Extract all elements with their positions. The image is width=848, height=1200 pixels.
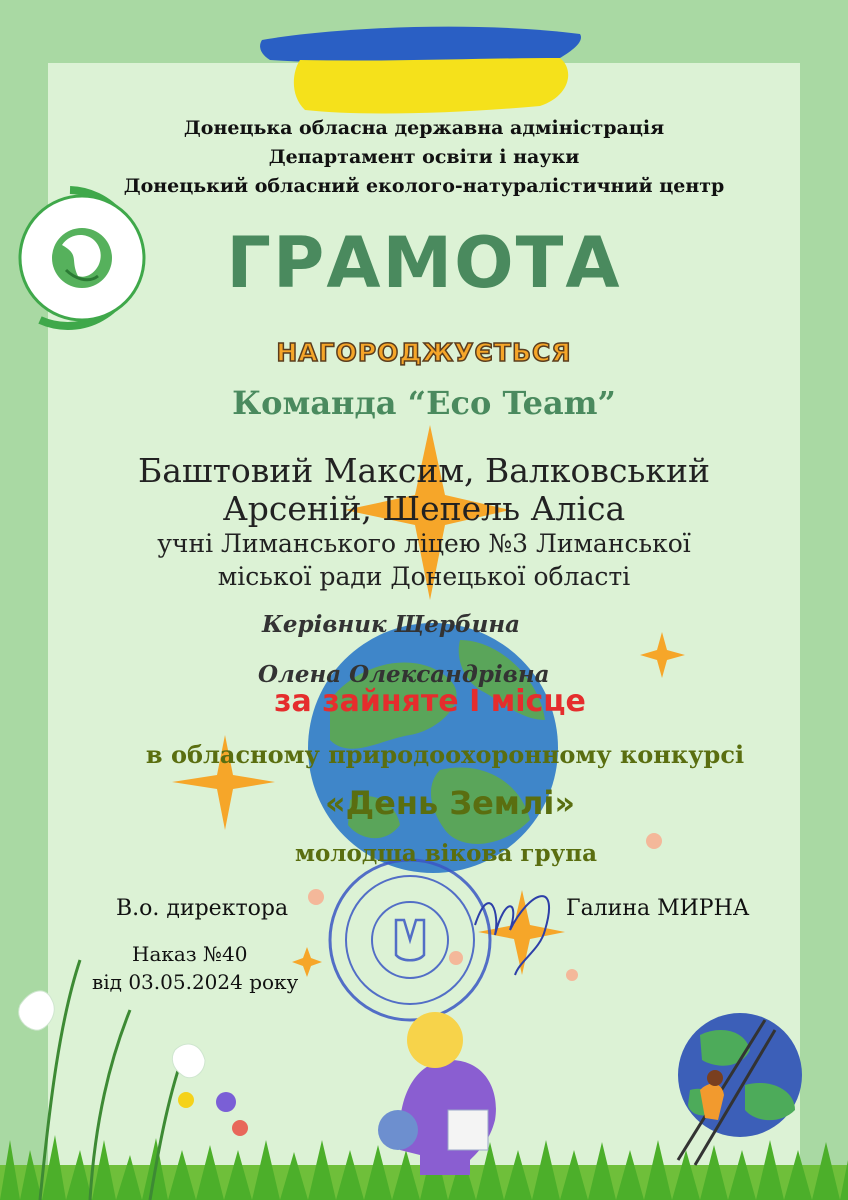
- school-line-2: міської ради Донецької області: [217, 562, 631, 591]
- awarded-label: НАГОРОДЖУЄТЬСЯ: [276, 338, 572, 367]
- signature-name: Галина МИРНА: [566, 896, 750, 921]
- ukraine-flag-brush: [260, 27, 581, 114]
- contest-line: в обласному природоохоронному конкурсі: [145, 740, 745, 769]
- place-award: за зайняте I місце: [274, 684, 586, 719]
- age-group: молодша вікова група: [294, 840, 598, 867]
- school-line-1: учні Лиманського ліцею №3 Лиманської: [157, 529, 691, 558]
- sparkle-star: [640, 632, 685, 678]
- names-line-2: Арсеній, Шепель Аліса: [222, 489, 626, 528]
- idea-head-illustration: [378, 1012, 496, 1175]
- leader-line-2: Олена Олександрівна: [258, 661, 550, 688]
- order-date: від 03.05.2024 року: [92, 970, 299, 994]
- signature-position: В.о. директора: [116, 896, 289, 921]
- contest-name: «День Землі»: [324, 784, 576, 822]
- official-stamp: [330, 860, 490, 1020]
- names-line-1: Баштовий Максим, Валковський: [137, 451, 711, 490]
- header-line-eco-center: Донецький обласний еколого-натуралістичний центр: [123, 175, 725, 197]
- order-number: Наказ №40: [132, 942, 248, 966]
- certificate-title: ГРАМОТА: [226, 222, 622, 304]
- header-line-department: Департамент освіти і науки: [268, 146, 580, 168]
- globe-cleaning-illustration: [678, 1013, 802, 1165]
- school-info: [0, 527, 848, 593]
- team-name: Команда “Eco Team”: [232, 384, 616, 422]
- header-line-administration: Донецька обласна державна адміністрація: [183, 117, 665, 139]
- recipient-names: [0, 452, 848, 528]
- leader-line-1: Керівник Щербина: [262, 611, 520, 638]
